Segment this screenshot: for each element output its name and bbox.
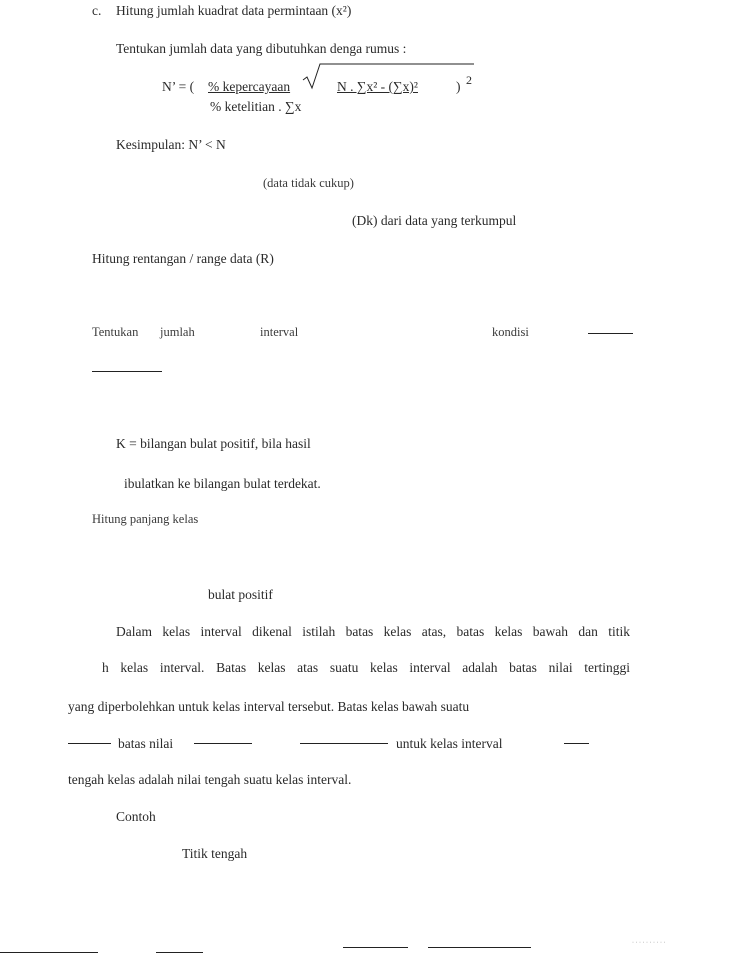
bulat-positif: bulat positif [208, 587, 273, 602]
interval-word-3: interval [260, 325, 299, 339]
blank-rule [0, 952, 98, 953]
blank-rule [92, 371, 162, 372]
formula-numerator-label: % kepercayaan [208, 79, 291, 94]
blank-rule [156, 952, 203, 953]
blank-rule [343, 947, 408, 948]
paragraph-line-5: tengah kelas adalah nilai tengah suatu kelas interval. [68, 772, 352, 787]
k-line: K = bilangan bulat positif, bila hasil [116, 436, 311, 451]
panjang-kelas: Hitung panjang kelas [92, 512, 199, 526]
paragraph-line-4b: untuk kelas interval [396, 736, 503, 751]
data-tidak-cukup: (data tidak cukup) [263, 176, 354, 190]
paragraph-line-4a: batas nilai [118, 736, 174, 751]
paragraph-line-1: Dalam kelas interval dikenal istilah batas kelas atas, batas kelas bawah dan titik [116, 624, 630, 639]
footer-text: · · · · · · · · · · [632, 940, 666, 946]
blank-rule [300, 743, 388, 744]
formula-under-root: N . ∑x² - (∑x)² [337, 79, 418, 94]
blank-rule [588, 333, 633, 334]
blank-rule [68, 743, 111, 744]
paragraph-line-2: h kelas interval. Batas kelas atas suatu kelas interval adalah batas nilai tertinggi [102, 660, 630, 675]
blank-rule [428, 947, 531, 948]
item-heading: Hitung jumlah kuadrat data permintaan (x²) [116, 3, 352, 18]
contoh-label: Contoh [116, 809, 156, 824]
formula-close: ) [456, 79, 461, 94]
paragraph-line-3: yang diperbolehkan untuk kelas interval tersebut. Batas kelas bawah suatu [68, 699, 470, 714]
formula-intro: Tentukan jumlah data yang dibutuhkan denga rumus : [116, 41, 407, 56]
interval-word-1: Tentukan [92, 325, 139, 339]
formula-denominator: % ketelitian . ∑x [210, 99, 302, 114]
blank-rule [194, 743, 252, 744]
round-line: ibulatkan ke bilangan bulat terdekat. [124, 476, 321, 491]
blank-rule [564, 743, 589, 744]
item-marker: c. [92, 3, 102, 18]
dk-line: (Dk) dari data yang terkumpul [352, 213, 517, 228]
interval-word-4: kondisi [492, 325, 529, 339]
kesimpulan: Kesimpulan: N’ < N [116, 137, 226, 152]
sample-size-formula [162, 62, 482, 117]
formula-lhs: N’ = ( [162, 79, 195, 94]
titik-tengah-label: Titik tengah [182, 846, 248, 861]
range-heading: Hitung rentangan / range data (R) [92, 251, 274, 266]
interval-word-2: jumlah [160, 325, 195, 339]
formula-exponent: 2 [466, 73, 472, 87]
